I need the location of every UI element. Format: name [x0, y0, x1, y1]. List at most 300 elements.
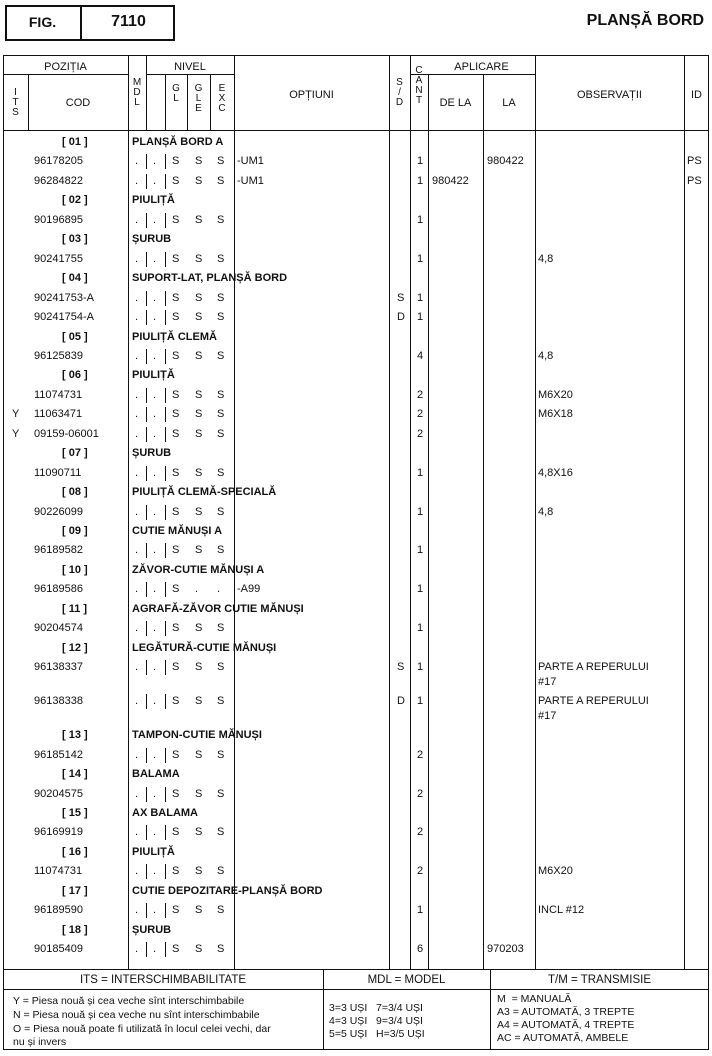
part-code: 90241753-A	[34, 291, 94, 304]
part-code: 11090711	[34, 466, 82, 479]
nivel-exc: S	[217, 155, 225, 168]
nivel-exc: S	[217, 904, 225, 917]
cell-separator	[146, 388, 147, 403]
mdl-dot: .	[135, 943, 139, 956]
nivel-gl: S	[172, 311, 180, 324]
tm-dot: .	[153, 388, 157, 401]
item-position: [ 08 ]	[62, 486, 88, 499]
option-code: -UM1	[237, 174, 264, 187]
cell-separator	[165, 252, 166, 267]
nivel-gle: S	[195, 544, 203, 557]
header-optiuni: OPȚIUNI	[289, 89, 334, 101]
observation-cont: #17	[538, 676, 557, 689]
cell-separator	[165, 407, 166, 422]
part-code: 96169919	[34, 826, 83, 839]
cell-separator	[146, 291, 147, 306]
legend-tm-line: AC = AUTOMATĂ, AMBELE	[497, 1032, 629, 1044]
legend-mdl-line: 5=5 UȘI H=3/5 UȘI	[329, 1028, 425, 1040]
cell-separator	[146, 825, 147, 840]
tm-dot: .	[153, 544, 157, 557]
cell-separator	[146, 694, 147, 709]
cell-separator	[165, 543, 166, 558]
tm-dot: .	[153, 155, 157, 168]
nivel-gl: S	[172, 904, 180, 917]
quantity: 2	[417, 748, 424, 761]
side-value: D	[397, 695, 405, 708]
observation: 4,8X16	[538, 466, 573, 479]
item-name: BALAMA	[132, 768, 180, 781]
nivel-gl: S	[172, 505, 180, 518]
fig-number: 7110	[111, 13, 146, 30]
legend-mdl-line: 3=3 UȘI 7=3/4 UȘI	[329, 1002, 423, 1014]
nivel-exc: S	[217, 213, 225, 226]
nivel-gle: S	[195, 865, 203, 878]
nivel-gl: S	[172, 291, 180, 304]
tm-dot: .	[153, 904, 157, 917]
cell-separator	[146, 154, 147, 169]
nivel-gl: S	[172, 466, 180, 479]
cell-separator	[165, 349, 166, 364]
cell-separator	[146, 621, 147, 636]
observation: INCL #12	[538, 904, 585, 917]
header-cant: C A N T	[415, 65, 423, 106]
cell-separator	[165, 903, 166, 918]
observation: M6X20	[538, 865, 573, 878]
nivel-gl: S	[172, 622, 180, 635]
nivel-gle: S	[195, 661, 203, 674]
item-name: PIULIȚĂ	[132, 369, 175, 382]
part-code: 96138338	[34, 695, 83, 708]
page-title: PLANȘĂ BORD	[586, 12, 704, 29]
cell-separator	[146, 252, 147, 267]
tm-dot: .	[153, 349, 157, 362]
nivel-gl: S	[172, 408, 180, 421]
cell-separator	[146, 942, 147, 957]
quantity: 1	[417, 622, 424, 635]
nivel-gle: S	[195, 311, 203, 324]
part-code: 96189582	[34, 544, 83, 557]
quantity: 1	[417, 661, 424, 674]
tm-dot: .	[153, 427, 157, 440]
nivel-exc: S	[217, 695, 225, 708]
header-dela: DE LA	[439, 97, 472, 109]
part-code: 96178205	[34, 155, 83, 168]
observation: 4,8	[538, 252, 554, 265]
cell-separator	[165, 291, 166, 306]
item-name: ȘURUB	[132, 447, 172, 460]
quantity: 2	[417, 787, 424, 800]
nivel-gle: S	[195, 213, 203, 226]
mdl-dot: .	[135, 904, 139, 917]
nivel-gl: S	[172, 155, 180, 168]
item-name: CUTIE DEPOZITARE-PLANȘĂ BORD	[132, 884, 323, 897]
item-position: [ 10 ]	[62, 563, 88, 576]
header-gle: G L E	[194, 83, 203, 114]
legend-tm-line: A3 = AUTOMATĂ, 3 TREPTE	[497, 1006, 635, 1018]
nivel-exc: S	[217, 943, 225, 956]
nivel-gle: .	[195, 583, 199, 596]
side-value: S	[397, 291, 405, 304]
observation: M6X20	[538, 388, 573, 401]
cell-separator	[165, 748, 166, 763]
quantity: 2	[417, 408, 424, 421]
quantity: 1	[417, 252, 424, 265]
nivel-exc: S	[217, 311, 225, 324]
cell-separator	[165, 154, 166, 169]
parts-table	[3, 55, 709, 1050]
nivel-gle: S	[195, 826, 203, 839]
mdl-dot: .	[135, 427, 139, 440]
nivel-gle: S	[195, 174, 203, 187]
nivel-gl: S	[172, 695, 180, 708]
cell-separator	[146, 349, 147, 364]
applic-to: 980422	[487, 155, 524, 168]
cell-separator	[146, 864, 147, 879]
quantity: 2	[417, 388, 424, 401]
nivel-exc: S	[217, 427, 225, 440]
nivel-gl: S	[172, 544, 180, 557]
cell-separator	[165, 621, 166, 636]
part-code: 96185142	[34, 748, 83, 761]
cell-separator	[146, 903, 147, 918]
cell-separator	[146, 213, 147, 228]
item-name: TAMPON-CUTIE MĂNUȘI	[132, 729, 262, 742]
mdl-dot: .	[135, 174, 139, 187]
tm-dot: .	[153, 174, 157, 187]
part-code: 09159-06001	[34, 427, 99, 440]
nivel-gl: S	[172, 661, 180, 674]
quantity: 1	[417, 695, 424, 708]
legend-mdl-line: 4=3 UȘI 9=3/4 UȘI	[329, 1015, 423, 1027]
part-code: 96138337	[34, 661, 83, 674]
quantity: 2	[417, 865, 424, 878]
quantity: 1	[417, 291, 424, 304]
applic-from: 980422	[432, 174, 469, 187]
item-name: PIULIȚĂ	[132, 194, 175, 207]
cell-separator	[146, 427, 147, 442]
observation: M6X18	[538, 408, 573, 421]
item-position: [ 15 ]	[62, 807, 88, 820]
nivel-gl: S	[172, 213, 180, 226]
cell-separator	[165, 942, 166, 957]
quantity: 1	[417, 904, 424, 917]
quantity: 2	[417, 826, 424, 839]
item-position: [ 09 ]	[62, 525, 88, 537]
id-value: PS	[687, 155, 702, 168]
quantity: 1	[417, 311, 424, 324]
tm-dot: .	[153, 466, 157, 479]
part-code: 11074731	[34, 388, 83, 401]
part-code: 96189590	[34, 904, 83, 917]
part-code: 11074731	[34, 865, 83, 878]
mdl-dot: .	[135, 695, 139, 708]
part-code: 90204574	[34, 622, 83, 635]
legend-tm-title: T/M = TRANSMISIE	[548, 974, 651, 986]
nivel-gle: S	[195, 695, 203, 708]
nivel-exc: S	[217, 174, 225, 187]
side-value: S	[397, 661, 405, 674]
mdl-dot: .	[135, 787, 139, 800]
nivel-exc: S	[217, 466, 225, 479]
legend-its-line: N = Piesa nouă și cea veche nu sînt interschimbabile	[13, 1009, 260, 1021]
cell-separator	[165, 660, 166, 675]
mdl-dot: .	[135, 622, 139, 635]
nivel-exc: S	[217, 748, 225, 761]
item-position: [ 17 ]	[62, 884, 88, 897]
header-observatii: OBSERVAȚII	[576, 89, 642, 101]
item-position: [ 12 ]	[62, 641, 88, 654]
nivel-exc: S	[217, 349, 225, 362]
nivel-exc: S	[217, 505, 225, 518]
item-position: [ 01 ]	[62, 136, 88, 148]
header-sd: S / D	[395, 77, 404, 108]
item-name: PLANȘĂ BORD A	[132, 136, 224, 148]
cell-separator	[165, 787, 166, 802]
item-position: [ 14 ]	[62, 768, 88, 781]
cell-separator	[146, 582, 147, 597]
item-position: [ 11 ]	[62, 602, 88, 615]
part-code: 90241755	[34, 252, 83, 265]
tm-dot: .	[153, 661, 157, 674]
mdl-dot: .	[135, 213, 139, 226]
mdl-dot: .	[135, 583, 139, 596]
mdl-dot: .	[135, 311, 139, 324]
item-position: [ 02 ]	[62, 194, 88, 207]
item-name: PIULIȚĂ	[132, 845, 175, 858]
legend-its-line: Y = Piesa nouă și cea veche sînt interschimbabile	[13, 995, 245, 1007]
item-name: PIULIȚĂ CLEMĂ-SPECIALĂ	[132, 486, 277, 499]
header-pozitia: POZIȚIA	[44, 61, 87, 73]
nivel-exc: S	[217, 408, 225, 421]
nivel-exc: S	[217, 787, 225, 800]
cell-separator	[165, 427, 166, 442]
quantity: 4	[417, 349, 424, 362]
nivel-gle: S	[195, 291, 203, 304]
tm-dot: .	[153, 252, 157, 265]
cell-separator	[165, 174, 166, 189]
nivel-exc: S	[217, 252, 225, 265]
legend-mdl-title: MDL = MODEL	[367, 974, 446, 986]
cell-separator	[146, 660, 147, 675]
header-aplicare: APLICARE	[454, 61, 509, 73]
header-exc: E X C	[218, 83, 226, 114]
legend-tm-line: M = MANUALĂ	[497, 993, 572, 1005]
cell-separator	[165, 213, 166, 228]
nivel-gle: S	[195, 943, 203, 956]
tm-dot: .	[153, 311, 157, 324]
quantity: 1	[417, 155, 424, 168]
part-code: 90241754-A	[34, 311, 94, 324]
cell-separator	[165, 505, 166, 520]
cell-separator	[165, 388, 166, 403]
nivel-gle: S	[195, 904, 203, 917]
part-code: 96189586	[34, 583, 83, 596]
nivel-gle: S	[195, 787, 203, 800]
part-code: 96125839	[34, 349, 83, 362]
mdl-dot: .	[135, 505, 139, 518]
item-position: [ 07 ]	[62, 447, 88, 460]
nivel-gle: S	[195, 748, 203, 761]
nivel-gle: S	[195, 408, 203, 421]
mdl-dot: .	[135, 466, 139, 479]
nivel-gle: S	[195, 427, 203, 440]
cell-separator	[146, 174, 147, 189]
tm-dot: .	[153, 291, 157, 304]
header-cod: COD	[65, 97, 91, 109]
item-name: ZĂVOR-CUTIE MĂNUȘI A	[132, 563, 265, 576]
nivel-gl: S	[172, 349, 180, 362]
nivel-gl: S	[172, 826, 180, 839]
item-name: AX BALAMA	[132, 807, 198, 820]
quantity: 6	[417, 943, 424, 956]
cell-separator	[146, 466, 147, 481]
its-value: Y	[12, 408, 20, 421]
option-code: -UM1	[237, 155, 264, 168]
quantity: 1	[417, 583, 424, 596]
nivel-gle: S	[195, 349, 203, 362]
item-name: PIULIȚĂ CLEMĂ	[132, 330, 217, 343]
cell-separator	[146, 407, 147, 422]
nivel-gle: S	[195, 466, 203, 479]
tm-dot: .	[153, 865, 157, 878]
nivel-gle: S	[195, 622, 203, 635]
id-value: PS	[687, 174, 702, 187]
side-value: D	[397, 311, 405, 324]
part-code: 90185409	[34, 943, 83, 956]
mdl-dot: .	[135, 826, 139, 839]
legend-its-title: ITS = INTERSCHIMBABILITATE	[79, 974, 247, 986]
cell-separator	[146, 505, 147, 520]
nivel-exc: S	[217, 661, 225, 674]
tm-dot: .	[153, 583, 157, 596]
nivel-gl: S	[172, 427, 180, 440]
item-position: [ 13 ]	[62, 729, 88, 742]
mdl-dot: .	[135, 748, 139, 761]
quantity: 1	[417, 213, 424, 226]
part-code: 11063471	[34, 408, 83, 421]
nivel-gle: S	[195, 252, 203, 265]
tm-dot: .	[153, 408, 157, 421]
header-mdl: M D L	[132, 77, 142, 108]
nivel-gl: S	[172, 252, 180, 265]
nivel-gle: S	[195, 155, 203, 168]
cell-separator	[146, 787, 147, 802]
option-code: -A99	[237, 583, 261, 596]
cell-separator	[146, 310, 147, 325]
quantity: 2	[417, 427, 424, 440]
tm-dot: .	[153, 622, 157, 635]
nivel-gl: S	[172, 388, 180, 401]
nivel-gle: S	[195, 505, 203, 518]
item-position: [ 03 ]	[62, 233, 88, 246]
mdl-dot: .	[135, 865, 139, 878]
part-code: 90226099	[34, 505, 83, 518]
mdl-dot: .	[135, 544, 139, 557]
quantity: 1	[417, 505, 424, 518]
tm-dot: .	[153, 943, 157, 956]
part-code: 90204575	[34, 787, 83, 800]
mdl-dot: .	[135, 388, 139, 401]
header-gl: G L	[172, 83, 180, 104]
nivel-gl: S	[172, 748, 180, 761]
cell-separator	[165, 825, 166, 840]
quantity: 1	[417, 174, 424, 187]
item-position: [ 18 ]	[62, 923, 88, 936]
observation: PARTE A REPERULUI	[538, 695, 649, 708]
fig-label: FIG.	[28, 14, 57, 30]
nivel-exc: S	[217, 622, 225, 635]
part-code: 90196895	[34, 213, 83, 226]
legend-tm-line: A4 = AUTOMATĂ, 4 TREPTE	[497, 1019, 635, 1031]
nivel-gl: S	[172, 583, 180, 596]
applic-to: 970203	[487, 943, 524, 956]
cell-separator	[234, 582, 235, 597]
item-name: LEGĂTURĂ-CUTIE MĂNUȘI	[132, 641, 277, 654]
nivel-exc: S	[217, 865, 225, 878]
nivel-gl: S	[172, 174, 180, 187]
cell-separator	[165, 466, 166, 481]
tm-dot: .	[153, 695, 157, 708]
cell-separator	[146, 748, 147, 763]
cell-separator	[146, 543, 147, 558]
mdl-dot: .	[135, 408, 139, 421]
nivel-gle: S	[195, 388, 203, 401]
item-name: ȘURUB	[132, 233, 172, 246]
legend-its-line: O = Piesa nouă poate fi utilizată în locul celei vechi, dar	[13, 1023, 271, 1035]
mdl-dot: .	[135, 349, 139, 362]
item-position: [ 16 ]	[62, 845, 88, 858]
item-name: SUPORT-LAT, PLANȘĂ BORD	[132, 272, 288, 285]
quantity: 1	[417, 466, 424, 479]
tm-dot: .	[153, 505, 157, 518]
nivel-exc: S	[217, 388, 225, 401]
tm-dot: .	[153, 787, 157, 800]
nivel-exc: S	[217, 544, 225, 557]
tm-dot: .	[153, 826, 157, 839]
quantity: 1	[417, 544, 424, 557]
observation-cont: #17	[538, 710, 557, 723]
header-la: LA	[502, 97, 516, 109]
legend-its-line: nu și invers	[13, 1036, 67, 1048]
item-position: [ 04 ]	[62, 272, 88, 285]
nivel-exc: S	[217, 826, 225, 839]
observation: 4,8	[538, 505, 554, 518]
header-its: I T S	[12, 87, 19, 118]
part-code: 96284822	[34, 174, 83, 187]
its-value: Y	[12, 427, 20, 440]
tm-dot: .	[153, 213, 157, 226]
item-name: AGRAFĂ-ZĂVOR CUTIE MĂNUȘI	[132, 602, 304, 615]
nivel-gl: S	[172, 865, 180, 878]
cell-separator	[165, 310, 166, 325]
mdl-dot: .	[135, 291, 139, 304]
nivel-exc: S	[217, 291, 225, 304]
nivel-gl: S	[172, 943, 180, 956]
cell-separator	[165, 582, 166, 597]
mdl-dot: .	[135, 155, 139, 168]
item-position: [ 06 ]	[62, 369, 88, 382]
tm-dot: .	[153, 748, 157, 761]
mdl-dot: .	[135, 252, 139, 265]
nivel-gl: S	[172, 787, 180, 800]
item-position: [ 05 ]	[62, 330, 88, 343]
header-nivel: NIVEL	[174, 61, 206, 73]
mdl-dot: .	[135, 661, 139, 674]
observation: 4,8	[538, 349, 554, 362]
header-id: ID	[691, 89, 702, 101]
cell-separator	[165, 694, 166, 709]
observation: PARTE A REPERULUI	[538, 661, 649, 674]
